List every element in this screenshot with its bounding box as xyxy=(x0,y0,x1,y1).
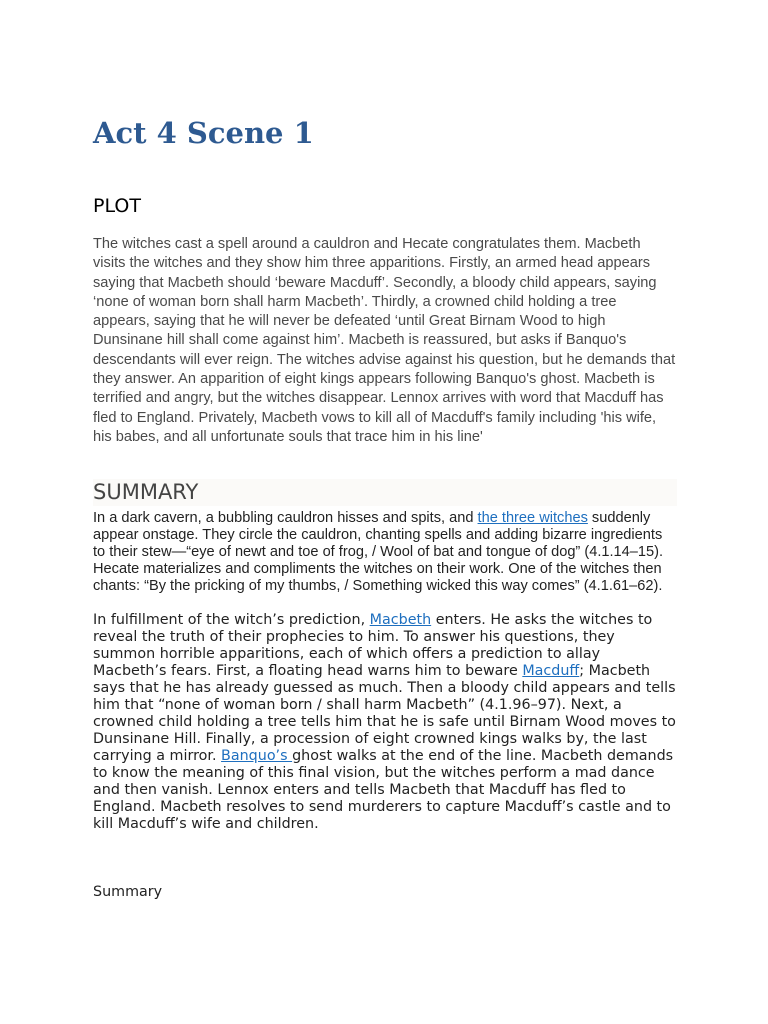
footer-summary-label: Summary xyxy=(93,884,163,900)
summary-p2-text-3: ; Macbeth says that he has already guessed as much. Then a bloody child appears and tells him that “none of woman born / shall harm Macbeth” (4.1.96–97). Next, a crowned child holding a tree tells him that he is safe until Birnam Wood moves to Dunsinane Hill. Finally, a procession of eight crowned kings walks by, the last carrying a mirror. xyxy=(93,663,676,764)
plot-paragraph: The witches cast a spell around a cauldron and Hecate congratulates them. Macbeth visits the witches and they show him three apparitions. Firstly, an armed head appears saying that Macbeth should ‘beware Macduff’. Secondly, a bloody child appears, saying ‘none of woman born shall harm Macbeth’. Thirdly, a crowned child holding a tree appears, saying that he will never be defeated ‘until Great Birnam Wood to high Dunsinane hill shall come against him’. Macbeth is reassured, but asks if Banquo's descendants will ever reign. The witches advise against his question, but he demands that they answer. An apparition of eight kings appears following Banquo's ghost. Macbeth is terrified and angry, but the witches disappear. Lennox arrives with word that Macduff has fled to England. Privately, Macbeth vows to kill all of Macduff's family including 'his wife, his babes, and all unfortunate souls that trace him in his line' xyxy=(93,236,676,445)
macduff-link[interactable]: Macduff xyxy=(522,663,580,679)
summary-paragraph-2 xyxy=(93,612,677,833)
summary-p2-text-2: enters. He asks the witches to reveal the truth of their prophecies to him. To answer his questions, they summon horrible apparitions, each of which offers a prediction to allay Macbeth’s fears. First, a floating head warns him to beware xyxy=(93,612,653,679)
summary-p1-text-start: In a dark cavern, a bubbling cauldron hisses and spits, and xyxy=(93,510,478,526)
plot-heading: PLOT xyxy=(93,195,141,217)
page-title: Act 4 Scene 1 xyxy=(93,116,314,150)
summary-paragraph-1 xyxy=(93,510,677,595)
three-witches-link[interactable]: the three witches xyxy=(477,510,588,526)
macbeth-link[interactable]: Macbeth xyxy=(369,612,432,628)
summary-p2-text-4: ghost walks at the end of the line. Macbeth demands to know the meaning of this final vision, but the witches perform a mad dance and then vanish. Lennox enters and tells Macbeth that Macduff has fled to England. Macbeth resolves to send murderers to capture Macduff’s castle and to kill Macduff’s wife and children. xyxy=(93,748,674,832)
banquo-link[interactable]: Banquo’s xyxy=(221,748,293,764)
summary-heading: SUMMARY xyxy=(93,480,199,504)
summary-p1-text-end: suddenly appear onstage. They circle the cauldron, chanting spells and adding bizarre ingredients to their stew—“eye of newt and toe of frog, / Wool of bat and tongue of dog” (4.1.14–15). Hecate materializes and compliments the witches on their work. One of the witches then chants: “By the pricking of my thumbs, / Something wicked this way comes” (4.1.61–62). xyxy=(93,510,664,594)
summary-p2-text-1: In fulfillment of the witch’s prediction, xyxy=(93,612,370,628)
